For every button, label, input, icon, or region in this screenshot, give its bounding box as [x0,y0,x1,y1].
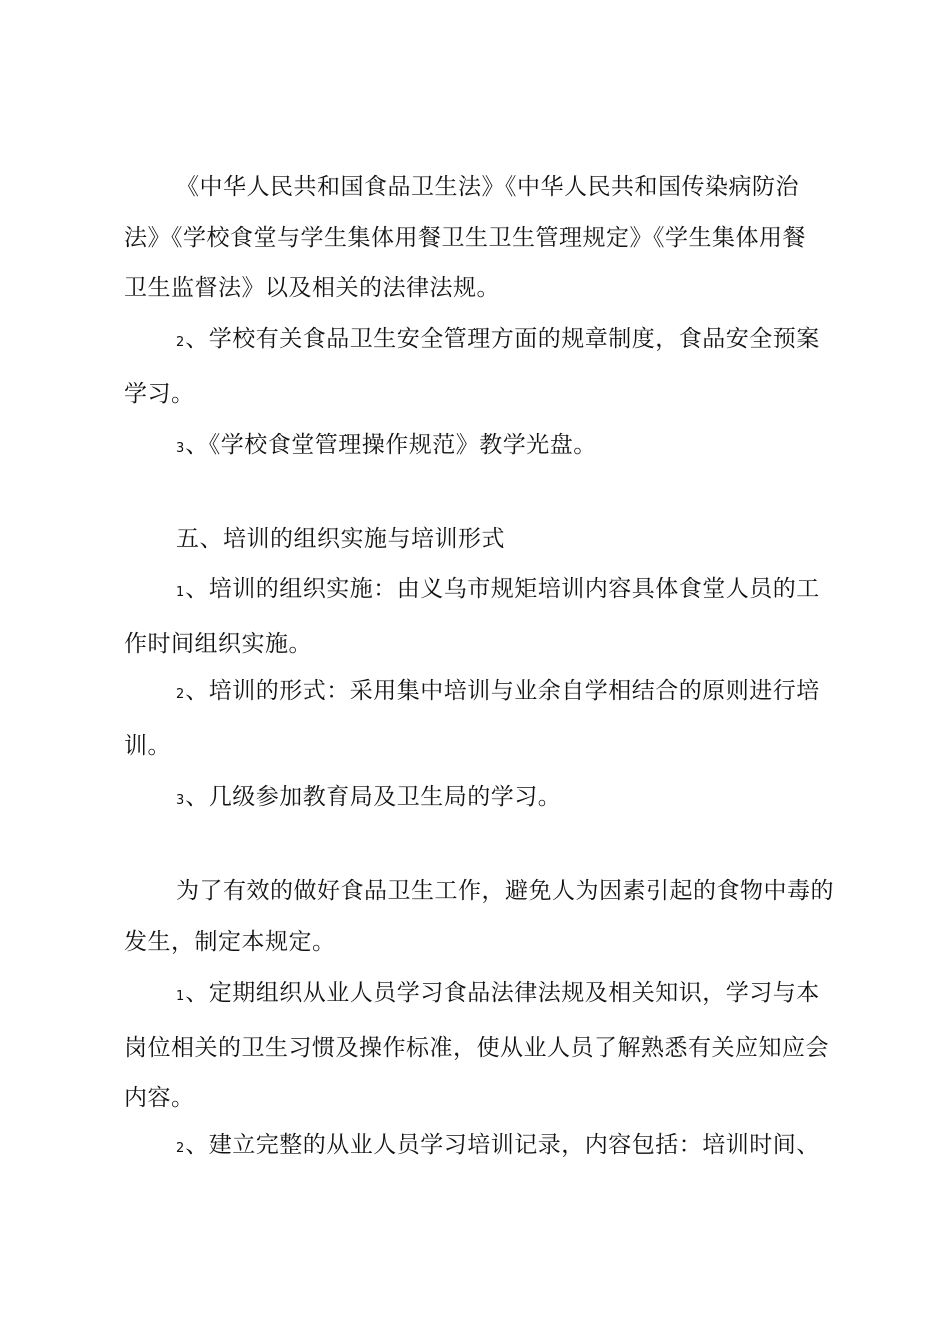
text-line: 、建立完整的从业人员学习培训记录，内容包括：培训时间、 [185,1132,820,1158]
section-heading [124,514,836,565]
item-number: 3 [176,793,185,808]
list-item-2 [124,314,836,419]
section5-item-2 [124,666,836,771]
text-line: 、培训的组织实施：由义乌市规矩培训内容具体食堂人员的工 [185,576,820,602]
law-list-paragraph [124,162,836,314]
text-line: 岗位相关的卫生习惯及操作标准，使从业人员了解熟悉有关应知应会 [124,1034,829,1061]
text-line: 学习。 [124,380,195,407]
text-line: 训。 [124,732,171,759]
text-line: 、培训的形式：采用集中培训与业余自学相结合的原则进行培 [185,678,820,704]
text-line: 为了有效的做好食品卫生工作，避免人为因素引起的食物中毒的 [176,878,834,904]
section5-item-1 [124,564,836,669]
text-line: 、学校有关食品卫生安全管理方面的规章制度，食品安全预案 [185,326,820,352]
intro-paragraph [124,866,836,967]
rule-item-2 [124,1120,836,1175]
text-line: 卫生监督法》以及相关的法律法规。 [124,275,500,301]
item-number: 2 [176,687,185,702]
item-number: 3 [176,441,185,456]
item-number: 2 [176,335,185,350]
text-line: 法》《学校食堂与学生集体用餐卫生卫生管理规定》《学生集体用餐 [124,224,806,251]
section-title: 五、培训的组织实施与培训形式 [176,526,505,552]
text-line: 作时间组织实施。 [124,630,312,657]
text-line: 、几级参加教育局及卫生局的学习。 [185,784,562,810]
text-line: 、定期组织从业人员学习食品法律法规及相关知识，学习与本 [185,980,820,1006]
list-item-3 [124,420,836,475]
item-number: 1 [176,585,185,600]
item-number: 1 [176,989,185,1004]
text-line: 内容。 [124,1085,195,1111]
item-number: 2 [176,1141,185,1156]
text-line: 《中华人民共和国食品卫生法》《中华人民共和国传染病防治 [176,174,799,200]
text-line: 、《学校食堂管理操作规范》教学光盘。 [185,432,597,458]
section5-item-3 [124,772,836,827]
rule-item-1 [124,968,836,1124]
text-line: 发生，制定本规定。 [124,928,336,955]
